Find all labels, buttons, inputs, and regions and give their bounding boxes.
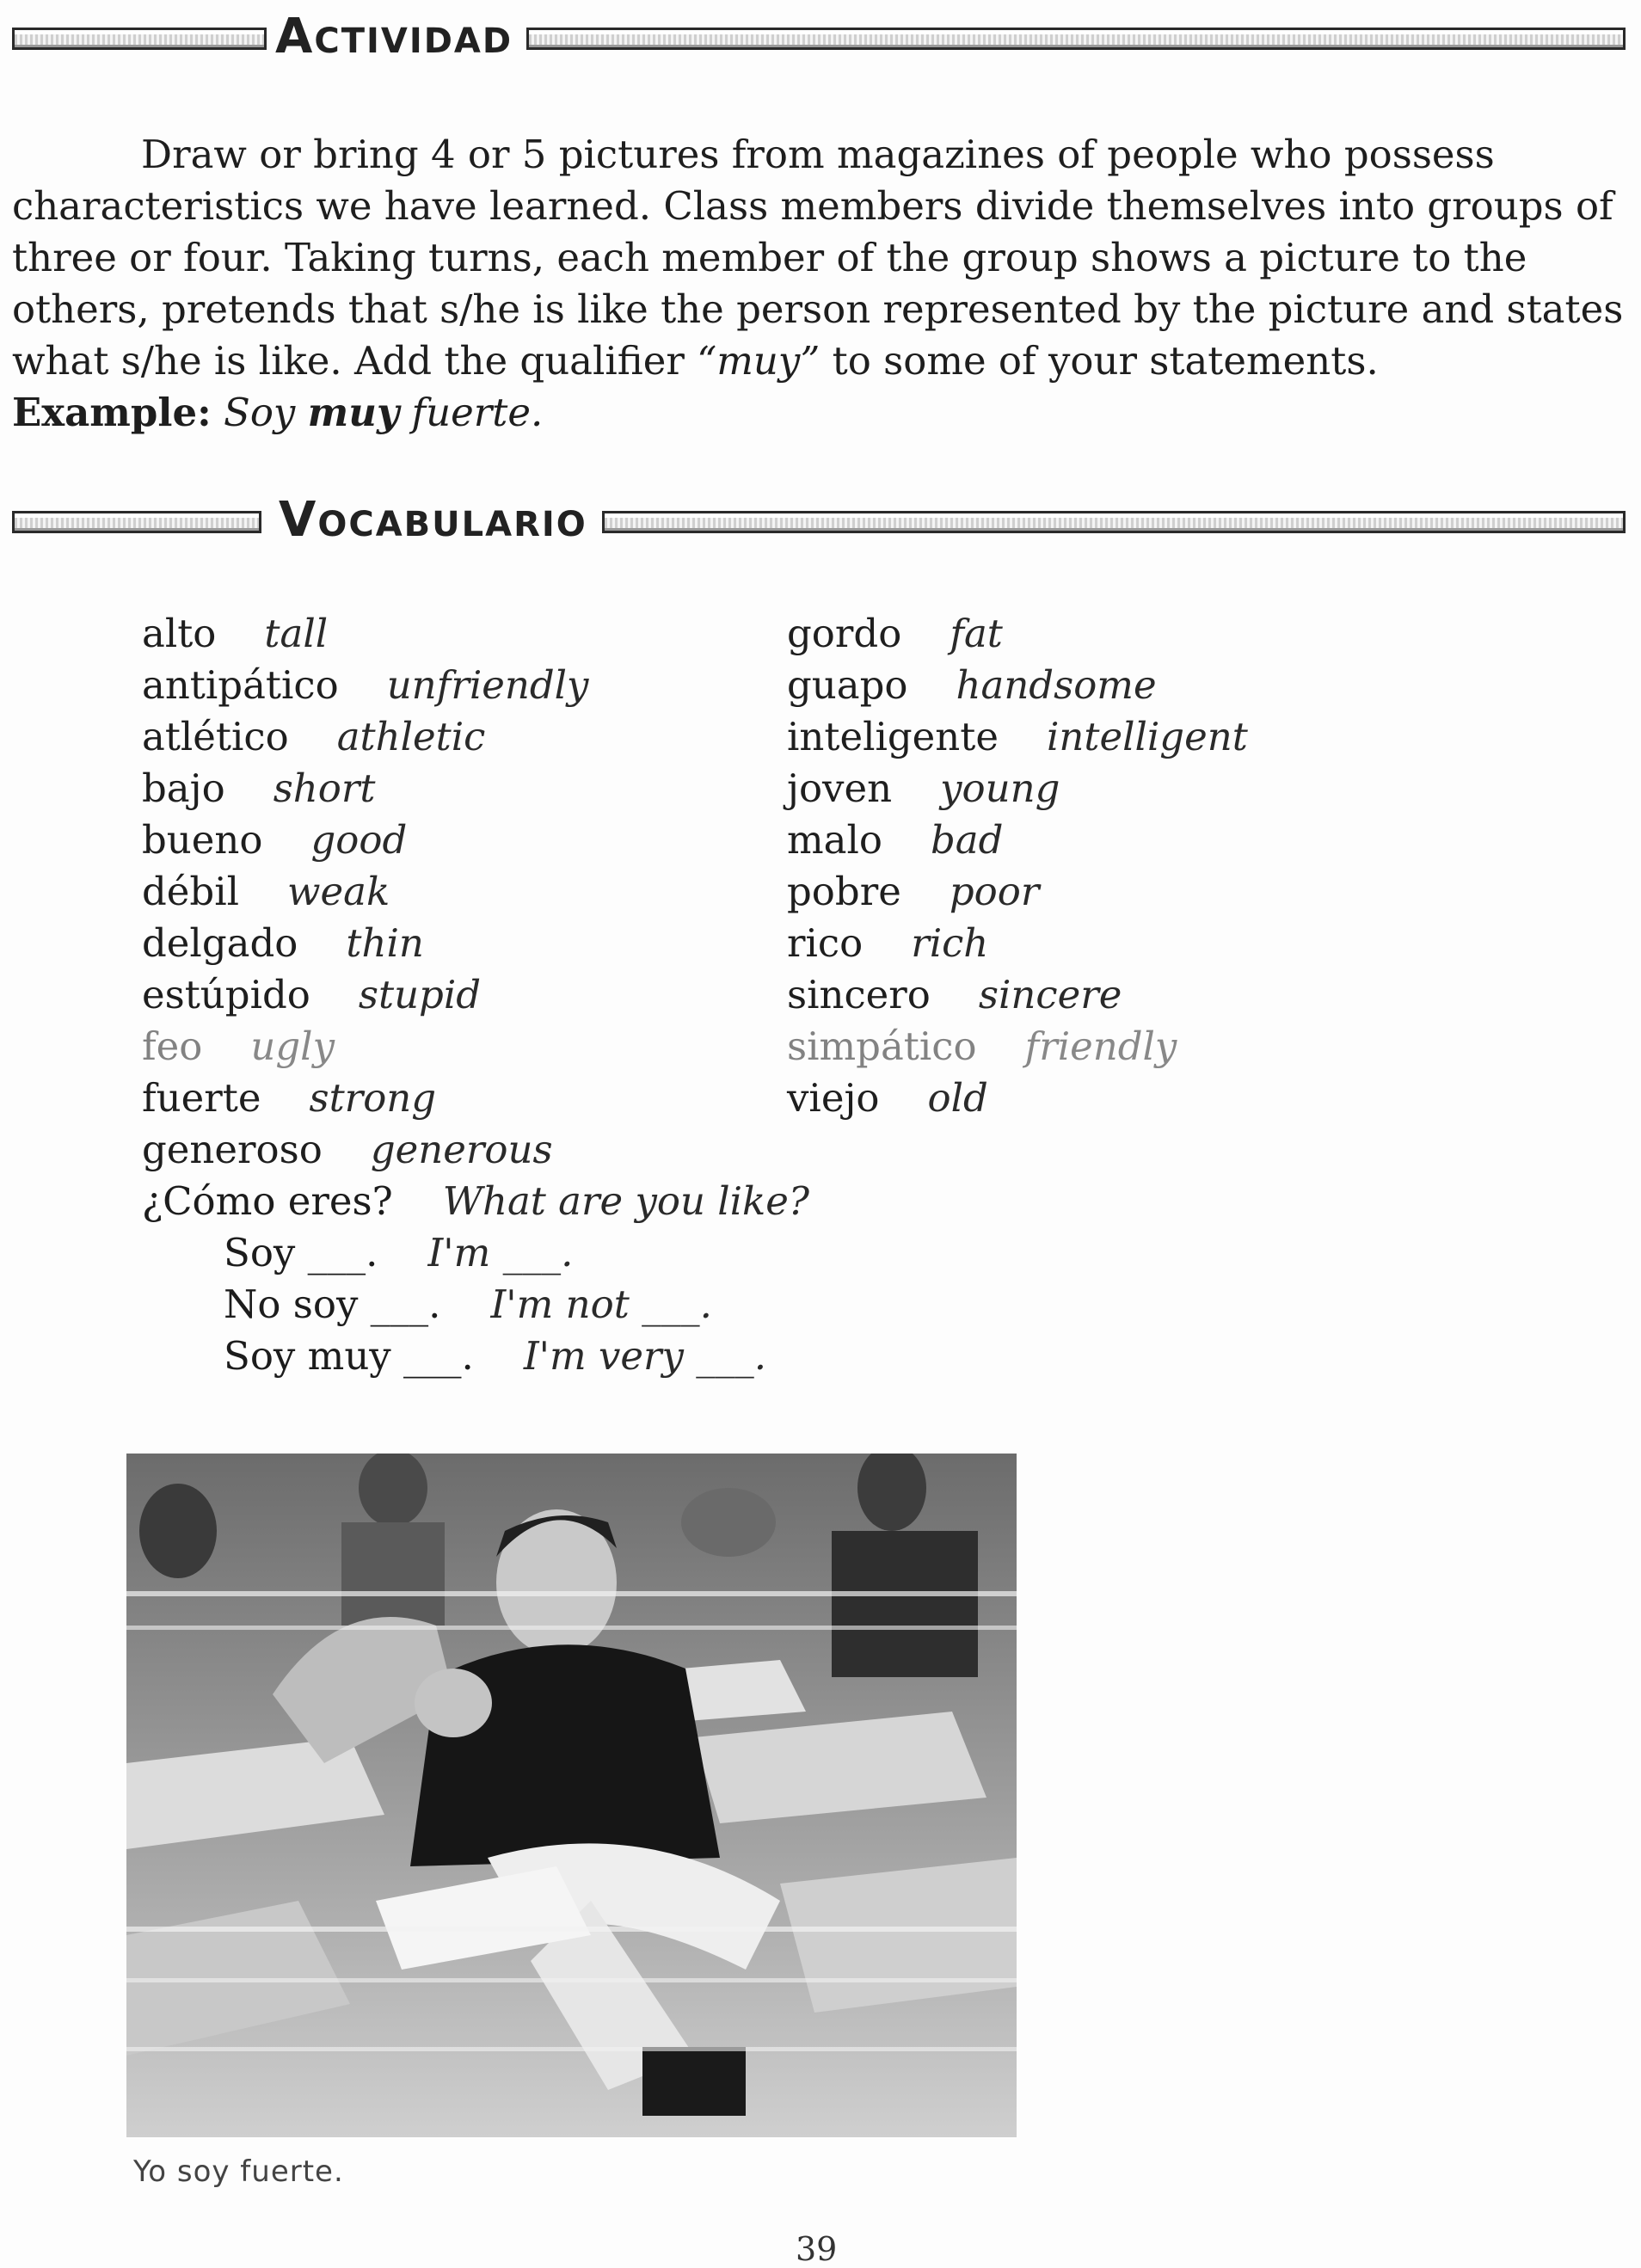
vocab-item: alto tall — [142, 611, 329, 656]
vocab-item: débil weak — [142, 869, 390, 914]
banner-bar-right — [602, 511, 1626, 533]
phrase-item: Soy muy ___. I'm very ___. — [224, 1333, 767, 1379]
vocab-item: simpático friendly — [787, 1023, 1177, 1069]
example-muy: muy — [307, 390, 400, 435]
example-line — [12, 387, 1629, 439]
vocab-item: fuerte strong — [142, 1075, 437, 1121]
vocab-item: sincero sincere — [787, 972, 1122, 1017]
vocab-item: gordo fat — [787, 611, 1003, 656]
photo-caption: Yo soy fuerte. — [133, 2154, 344, 2189]
photo-illustration — [126, 1454, 1017, 2137]
vocab-item: generoso generous — [142, 1127, 553, 1172]
vocabulario-heading: VOCABULARIO — [279, 492, 587, 548]
banner-bar-left — [12, 511, 261, 533]
example-label: Example: — [12, 390, 212, 435]
example-soy: Soy — [224, 390, 296, 435]
activity-instructions — [12, 129, 1629, 439]
vocab-item: guapo handsome — [787, 662, 1157, 708]
page-number: 39 — [796, 2230, 838, 2268]
classroom-photo — [126, 1454, 1017, 2137]
actividad-heading: ACTIVIDAD — [275, 9, 513, 65]
vocab-item: delgado thin — [142, 920, 424, 966]
vocab-left-column — [142, 608, 588, 1176]
vocab-item: viejo old — [787, 1075, 988, 1121]
vocab-item: atlético athletic — [142, 714, 486, 759]
vocab-item: feo ugly — [142, 1023, 335, 1069]
vocab-item: malo bad — [787, 817, 1004, 863]
phrase-item: ¿Cómo eres? What are you like? — [142, 1178, 810, 1224]
example-rest: fuerte. — [411, 390, 544, 435]
actividad-banner — [12, 9, 1626, 65]
vocab-item: pobre poor — [787, 869, 1040, 914]
vocab-right-column — [787, 608, 1248, 1124]
activity-text: Draw or bring 4 or 5 pictures from magazines of people who possess characteristics we have learned. Class members divide themselves into groups of three or four. Taking turns, each member of the group shows a picture to the others, pretends that s/he is like the person represented by the picture and states what s/he is like. Add the qualifier “muy” to some of your statements. — [12, 132, 1624, 384]
vocab-item: bajo short — [142, 765, 376, 811]
banner-bar-right — [526, 28, 1626, 50]
phrase-item: Soy ___. I'm ___. — [224, 1230, 574, 1275]
banner-bar-left — [12, 28, 267, 50]
vocab-item: joven young — [787, 765, 1060, 811]
phrase-block — [142, 1176, 809, 1382]
vocabulario-banner — [12, 492, 1626, 549]
vocab-item: antipático unfriendly — [142, 662, 589, 708]
vocab-item: estúpido stupid — [142, 972, 482, 1017]
vocab-item: bueno good — [142, 817, 408, 863]
vocab-item: rico rich — [787, 920, 989, 966]
vocab-item: inteligente intelligent — [787, 714, 1248, 759]
phrase-item: No soy ___. I'm not ___. — [224, 1282, 712, 1327]
